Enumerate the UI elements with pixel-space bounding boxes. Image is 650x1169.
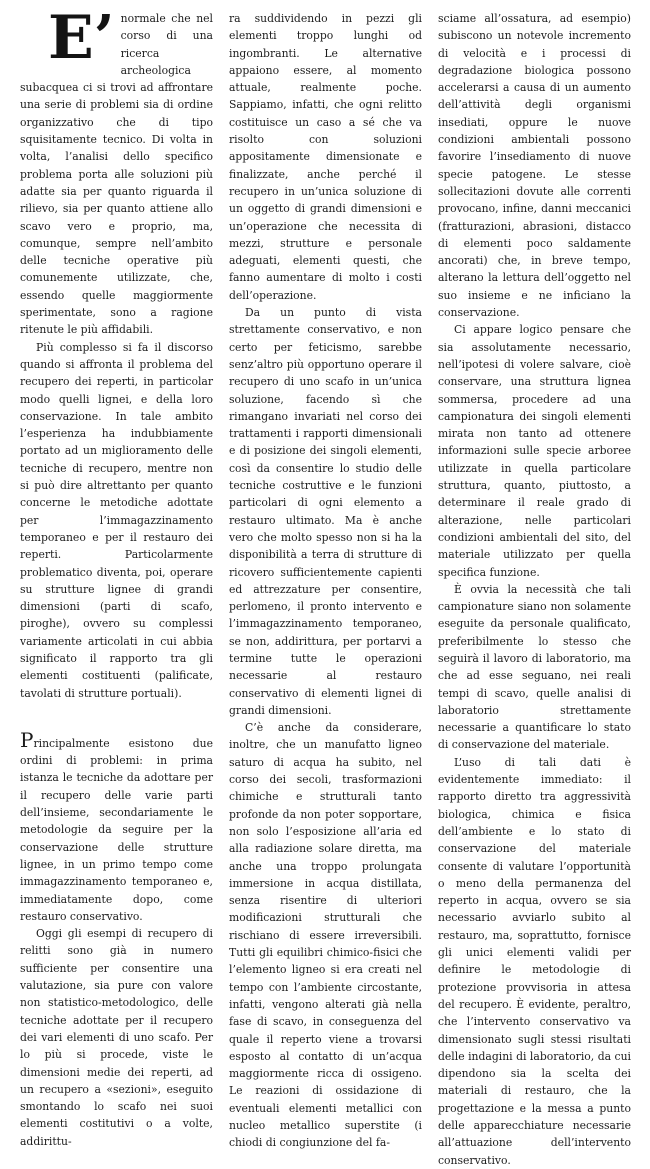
- initial-letter: P: [20, 727, 34, 752]
- paragraph: [20, 727, 213, 925]
- column-2: [229, 10, 422, 1150]
- column-1: [20, 3, 213, 1148]
- paragraph: Da un punto di vista strettamente conservativo, e non certo per feticismo, sarebbe senz’altro più opportuno operare il recupero di uno scafo in un’unica soluzione, facendo sì che rimangano invariati nel corso dei trattamenti i rapporti dimensionali e di posizione dei singoli elementi, così da consentire lo studio delle tecniche costruttive e le funzioni particolari di ogni elemento a restauro ultimato. Ma è anche vero che molto spesso non si ha la disponibilità a terra di strutture di ricovero sufficientemente capienti ed attrezzature per consentire, perlomeno, il pronto intervento e l’immagazzinamento temporaneo, se non, addirittura, per portarvi a termine tutte le operazioni necessarie al restauro conservativo di elementi lignei di grandi dimensioni.: [229, 306, 422, 717]
- paragraph: sciame all’ossatura, ad esempio) subiscono un notevole incremento di velocità e i processi di degradazione biologica possono accelerarsi a causa di un aumento dell’attività degli organismi insediati, oppure le nuove condizioni ambientali possono favorire l’insediamento di nuove specie patogene. Le stesse sollecitazioni dovute alle correnti provocano, infine, danni meccanici (fratturazioni, abrasioni, distacco di elementi poco saldamente ancorati) che, in breve tempo, alterano la lettura dell’oggetto nel suo insieme e ne inficiano la conservazione.: [438, 12, 631, 320]
- section-gap: [20, 702, 213, 732]
- paragraph-text: normale che nel corso di una ricerca archeologica subacquea ci si trovi ad affrontare una serie di problemi sia di ordine organizzativo che di tipo squisitamente tecnico. Di volta in volta, l’analisi dello specifico problema porta alle soluzioni più adatte sia per quanto riguarda il rilievo, sia per quanto attiene allo scavo vero e proprio, ma, comunque, sempre nell’ambito delle tecniche operative più comunemente utilizzate, che, essendo quelle maggiormente sperimentate, sono a ragione ritenute le più affidabili.: [20, 12, 213, 337]
- paragraph: È ovvia la necessità che tali campionature siano non solamente eseguite da personale qualificato, preferibilmente lo stesso che seguirà il lavoro di laboratorio, ma che ad esse seguano, nei reali tempi di scavo, quelle analisi di laboratorio strettamente necessarie a quantificare lo stato di conservazione del materiale.: [438, 582, 631, 752]
- paragraph: Oggi gli esempi di recupero di relitti sono già in numero sufficiente per consentire una valutazione, sia pure con valore non statistico-metodologico, delle tecniche adottate per il recupero dei vari elementi di uno scafo. Per lo più si procede, viste le dimensioni medie dei reperti, ad un recupero a «sezioni», eseguito smontando lo scafo nei suoi elementi costitutivi o a volte, addirittu-: [20, 927, 213, 1148]
- paragraph: L’uso di tali dati è evidentemente immediato: il rapporto diretto tra aggressività biologica, chimica e fisica dell’ambiente e lo stato di conservazione del materiale consente di valutare l’opportunità o meno della permanenza del reperto in acqua, ovvero se sia necessario avviarlo subito al restauro, ma, soprattutto, fornisce gli unici elementi validi per definire le metodologie di protezione provvisoria in attesa del recupero. È evidente, peraltro, che l’intervento conservativo va dimensionato sugli stessi risultati delle indagini di laboratorio, da cui dipendono sia la scelta dei materiali di restauro, che la progettazione e la messa a punto delle apparecchiature necessarie all’attuazione dell’intervento conservativo.: [438, 755, 631, 1167]
- paragraph: Ci appare logico pensare che sia assolutamente necessario, nell’ipotesi di volere salvare, cioè conservare, una struttura lignea sommersa, procedere ad una campionatura dei singoli elementi mirata non tanto ad ottenere informazioni sulle specie arboree utilizzate in quella particolare struttura, quanto, piuttosto, a determinare il reale grado di alterazione, nelle particolari condizioni ambientali del sito, del materiale utilizzato per quella specifica funzione.: [438, 323, 631, 579]
- paragraph: C’è anche da considerare, inoltre, che un manufatto ligneo saturo di acqua ha subito, nel corso dei secoli, trasformazioni chimiche e strutturali tanto profonde da non poter sopportare, non solo l’esposizione all’aria ed alla radiazione solare diretta, ma anche una troppo prolungata immersione in acqua distillata, senza risentire di ulteriori modificazioni strutturali che rischiano di essere irreversibili. Tutti gli equilibri chimico-fisici che l’elemento ligneo si era creati nel tempo con l’ambiente circostante, infatti, vengono alterati già nella fase di scavo, in conseguenza del quale il reperto viene a trovarsi esposto al contatto di un’acqua maggiormente ricca di ossigeno. Le reazioni di ossidazione di eventuali elementi metallici con nucleo metallico superstite (i chiodi di congiunzione del fa-: [229, 721, 422, 1150]
- paragraph-text: rincipalmente esistono due ordini di problemi: in prima istanza le tecniche da adottare per il recupero delle varie parti dell’insieme, secondariamente le metodologie da seguire per la conservazione delle strutture lignee, in un primo tempo come immagazzinamento temporaneo e, immediatamente dopo, come restauro conservativo.: [20, 736, 213, 923]
- paragraph: Più complesso si fa il discorso quando si affronta il problema del recupero dei reperti, in particolar modo quelli lignei, e della loro conservazione. In tale ambito l’esperienza ha indubbiamente portato ad un miglioramento delle tecniche di recupero, mentre non si può dire altrettanto per quanto concerne le metodiche adottate per l’immagazzinamento temporaneo e per il restauro dei reperti. Particolarmente problematico diventa, poi, operare su strutture lignee di grandi dimensioni (parti di scafo, piroghe), ovvero su complessi variamente articolati in cui abbia significato il rapporto tra gli elementi costituenti (palificate, tavolati di strutture portuali).: [20, 340, 213, 700]
- column-3: [438, 10, 631, 1167]
- paragraph: ra suddividendo in pezzi gli elementi troppo lunghi od ingombranti. Le alternative appaiono essere, al momento attuale, realmente poche. Sappiamo, infatti, che ogni relitto costituisce un caso a sé che va risolto con soluzioni appositamente dimensionate e finalizzate, anche perché il recupero in un’unica soluzione di un oggetto di grandi dimensioni e un’operazione che necessita di mezzi, strutture e personale adeguati, elementi questi, che fanno aumentare di molto i costi dell’operazione.: [229, 12, 422, 302]
- drop-cap: E’: [48, 3, 115, 73]
- paragraph: [20, 3, 213, 339]
